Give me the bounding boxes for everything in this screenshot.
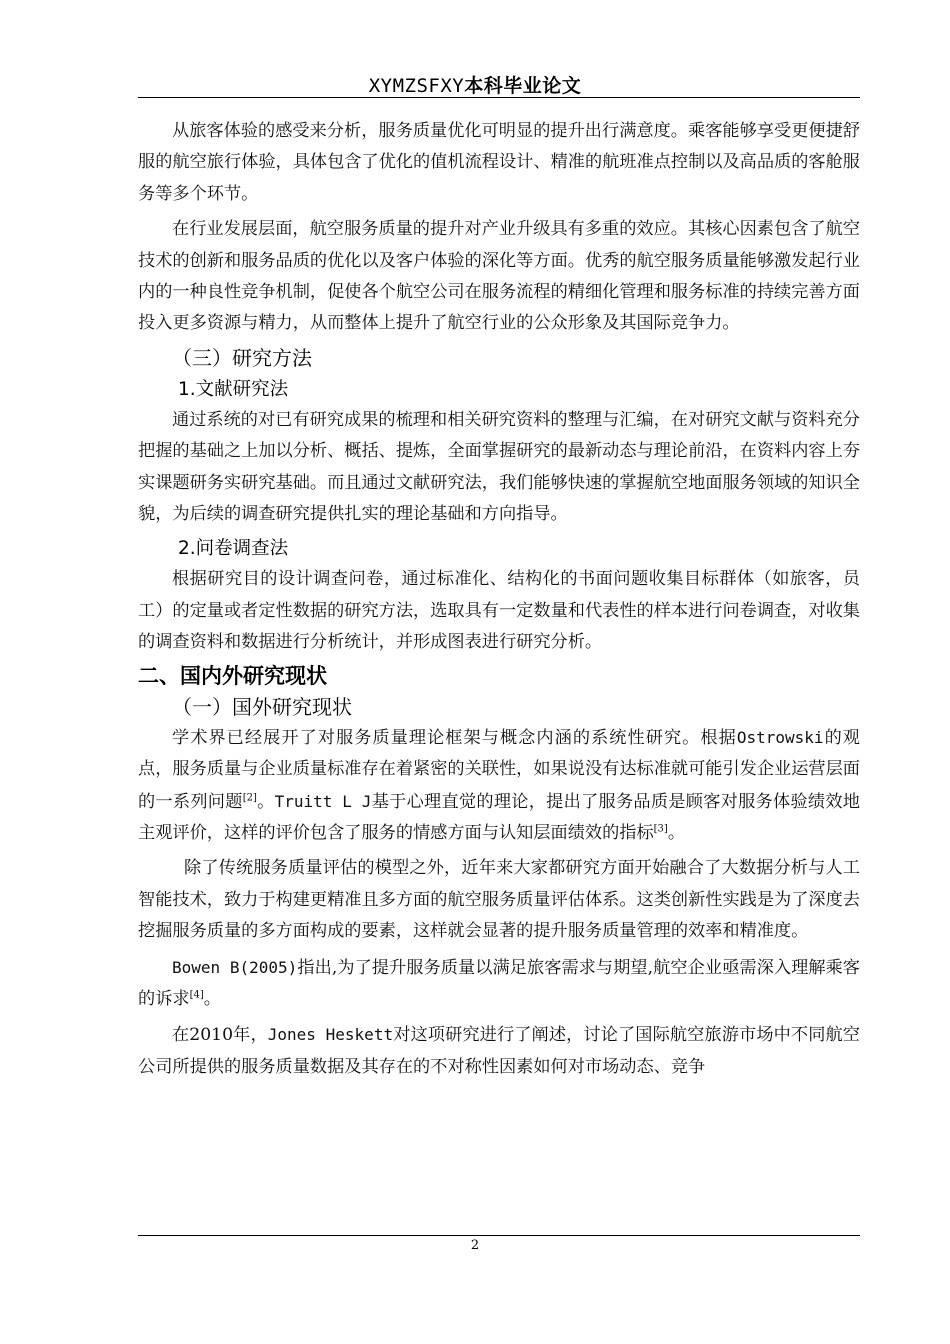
- heading-literature-method: 1.文献研究法: [178, 378, 289, 400]
- text-run: 。: [667, 822, 686, 843]
- paragraph-industry-development: 在行业发展层面，航空服务质量的提升对产业升级具有多重的效应。其核心因素包含了航空技术的创新和服务品质的优化以及客户体验的深化等方面。优秀的航空服务质量能够激发起行业内的一种良性竞争机制，促使各个航空公司在服务流程的精细化管理和服务标准的持续完善方面投入更多资源与精力，从而整体上提升了航空行业的公众形象及其国际竞争力。: [138, 219, 860, 334]
- author-name: Ostrowski: [736, 727, 824, 747]
- text-run: 学术界已经展开了对服务质量理论框架与概念内涵的系统性研究。根据: [172, 727, 737, 748]
- paragraph-foreign-2: 除了传统服务质量评估的模型之外，近年来大家都研究方面开始融合了大数据分析与人工智能技术，致力于构建更精准且多方面的航空服务质量评估体系。这类创新性实践是为了深度去挖掘服务质量的多方面构成的要素，这样就会显著的提升服务质量管理的效率和精准度。: [138, 858, 860, 942]
- text-run: 年，: [233, 1025, 268, 1046]
- header-rule: [138, 97, 860, 98]
- author-name: Truitt L J: [274, 791, 372, 811]
- text-run: 。: [203, 988, 221, 1009]
- paragraph-survey-method: 根据研究目的设计调查问卷，通过标准化、结构化的书面问题收集目标群体（如旅客，员工）的定量或者定性数据的研究方法，选取具有一定数量和代表性的样本进行问卷调查，对收集的调查资料和数据进行分析统计，并形成图表进行研究分析。: [138, 569, 860, 653]
- paragraph-passenger-experience: 从旅客体验的感受来分析，服务质量优化可明显的提升出行满意度。乘客能够享受更便捷舒服的航空旅行体验，具体包含了优化的值机流程设计、精准的航班准点控制以及高品质的客舱服务等多个环节。: [138, 121, 860, 204]
- running-header: [0, 71, 950, 98]
- paragraph-foreign-4: [138, 1019, 860, 1083]
- heading-research-methods: （三）研究方法: [172, 345, 312, 370]
- heading-foreign-status: （一）国外研究现状: [172, 694, 352, 719]
- text-run: 基于心理直觉的理论，提出了服务品质是顾客对服务体验绩效地主观评价，这样的评价包含了服务的情感方面与认知层面绩效的指标: [138, 791, 860, 843]
- citation-4: [4]: [189, 989, 204, 1001]
- citation-2: [2]: [242, 791, 257, 803]
- text-run: 指出,为了提升服务质量以满足旅客需求与期望,航空企业亟需深入理解乘客的诉求: [138, 957, 860, 1009]
- author-name: Bowen B(2005): [172, 957, 298, 977]
- paragraph-foreign-3: [138, 952, 860, 1016]
- footer-rule: [138, 1235, 860, 1236]
- year: 2010: [189, 1025, 234, 1046]
- header-title-latin: XYMZSFXY: [368, 75, 465, 97]
- heading-survey-method: 2.问卷调查法: [178, 538, 289, 560]
- citation-3: [3]: [653, 823, 668, 835]
- paragraph-foreign-1: [138, 722, 860, 850]
- heading-research-status: 二、国内外研究现状: [138, 663, 327, 688]
- text-run: 在: [172, 1025, 190, 1046]
- text-run: 的观点，服务质量与企业质量标准存在着紧密的关联性，如果说没有达标准就可能引发企业运营层面的一系列问题: [138, 727, 860, 812]
- text-run: 。: [256, 791, 275, 812]
- header-title-cn: 本科毕业论文: [464, 75, 582, 97]
- page-number: 2: [470, 1238, 480, 1253]
- author-name: Jones Heskett: [267, 1025, 394, 1045]
- text-run: 对这项研究进行了阐述，讨论了国际航空旅游市场中不同航空公司所提供的服务质量数据及其存在的不对称性因素如何对市场动态、竞争: [138, 1025, 860, 1077]
- paragraph-literature-method: 通过系统的对已有研究成果的梳理和相关研究资料的整理与汇编，在对研究文献与资料充分把握的基础之上加以分析、概括、提炼，全面掌握研究的最新动态与理论前沿，在资料内容上夯实课题研务实研究基础。而且通过文献研究法，我们能够快速的掌握航空地面服务领域的知识全貌，为后续的调查研究提供扎实的理论基础和方向指导。: [138, 409, 860, 525]
- body-content: [138, 116, 860, 1083]
